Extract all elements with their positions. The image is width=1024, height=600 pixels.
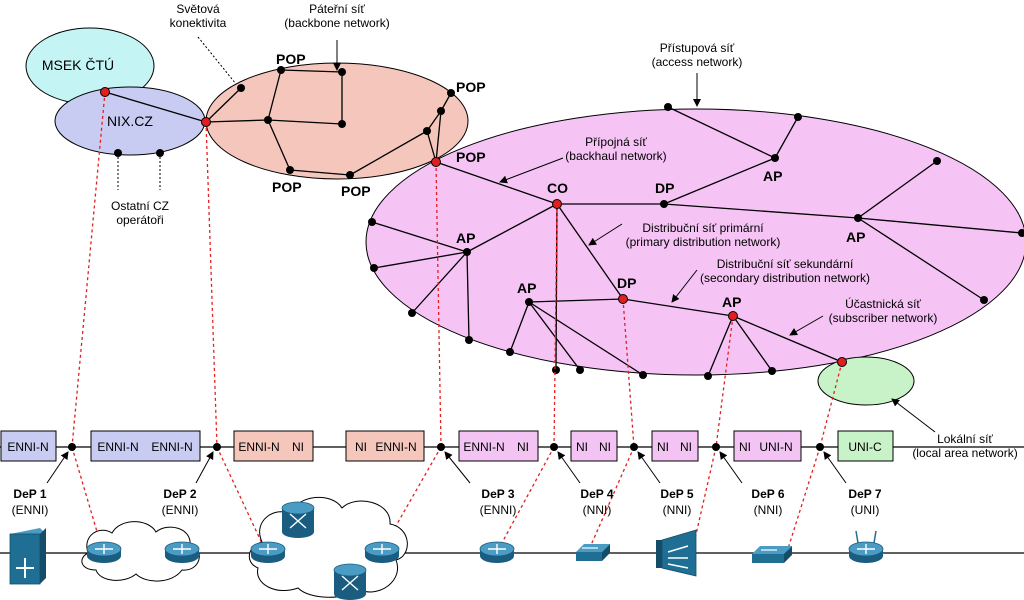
annotation-pripojna-2: (backhaul network) [565,149,667,163]
lan-pointer [892,399,935,432]
demarcation-points [12,487,882,517]
pop-label: POP [341,183,371,199]
ap-label: AP [456,230,476,246]
ap-label: AP [846,229,866,245]
annotation-pristupova-1: Přístupová síť [659,41,735,55]
dep-type: (ENNI) [11,503,49,517]
ap-label: AP [722,294,742,310]
annotation-pripojna-1: Přípojná síť [585,135,647,149]
annotation-lan-1: Lokální síť [937,432,993,446]
annotation-ostatni-2: operátoři [116,213,164,227]
dep-name: DeP 5 [660,487,694,501]
annotation-secondary-2: (secondary distribution network) [699,271,871,285]
annotation-primary-2: (primary distribution network) [625,235,781,249]
interface-label-right: NI [292,440,304,454]
interface-label-right: NI [517,440,529,454]
router-icon [480,542,514,563]
pop-label: POP [272,179,302,195]
nix-label: NIX.CZ [107,113,153,129]
interface-label-left: NI [739,440,751,454]
annotation-paterni-2: (backbone network) [284,16,390,30]
dep-type: (NNI) [582,503,612,517]
switch-icon [752,546,792,563]
interface-label-left: ENNI-N [97,440,139,454]
router-icon [251,542,285,563]
switch-icon [576,544,610,561]
dep-name: DeP 6 [751,487,785,501]
annotation-lan-2: (local area network) [912,446,1018,460]
msek-label: MSEK ČTÚ [41,57,115,73]
ap-label: AP [763,168,783,184]
dep-name: DeP 2 [163,487,197,501]
interface-label-left: NI [576,440,588,454]
dep-name: DeP 4 [580,487,614,501]
co-label: CO [547,180,568,196]
dp-label: DP [617,275,637,291]
switch-router-icon [334,564,366,600]
ap-label: AP [517,280,537,296]
interface-label-left: ENNI-N [238,440,280,454]
annotation-pristupova-2: (access network) [651,55,743,69]
dp-label: DP [655,180,675,196]
dep-name: DeP 1 [13,487,47,501]
switch-router-icon [282,502,314,538]
annotation-subscriber-2: (subscriber network) [828,311,938,325]
interface-label-right: UNI-N [759,440,793,454]
interface-label-left: NI [355,440,367,454]
server-icon [10,528,46,584]
svetova-pointer [198,37,236,84]
interface-label-right: NI [680,440,692,454]
annotation-svetova-1: Světová [176,2,220,16]
interface-boxes [1,431,893,461]
pop-label: POP [456,79,486,95]
dep-type: (ENNI) [479,503,517,517]
dep-type: (NNI) [753,503,783,517]
interface-label-left: ENNI-N [7,440,49,454]
router-icon [365,542,399,563]
annotation-ostatni-1: Ostatní CZ [110,199,170,213]
dep-type: (ENNI) [161,503,199,517]
pop-label: POP [456,149,486,165]
interface-label-right: ENNI-N [375,440,417,454]
dep-type: (NNI) [662,503,692,517]
access-point-icon [849,531,883,563]
annotation-primary-1: Distribuční síť primární [642,221,764,235]
dep-type: (UNI) [850,503,880,517]
interface-label-left: UNI-C [848,440,882,454]
annotation-svetova-2: konektivita [169,16,227,30]
annotation-paterni-1: Páteřní síť [309,2,365,16]
dep-name: DeP 7 [848,487,882,501]
dep-name: DeP 3 [481,487,515,501]
router-icon [165,542,199,563]
pop-label: POP [276,51,306,67]
router-icon [87,542,121,563]
interface-label-right: NI [599,440,611,454]
interface-label-left: ENNI-N [463,440,505,454]
annotation-subscriber-1: Účastnická síť [845,297,921,311]
interface-label-right: ENNI-N [151,440,193,454]
annotation-secondary-1: Distribuční síť sekundární [716,257,854,271]
interface-label-left: NI [657,440,669,454]
firewall-icon [656,530,696,576]
